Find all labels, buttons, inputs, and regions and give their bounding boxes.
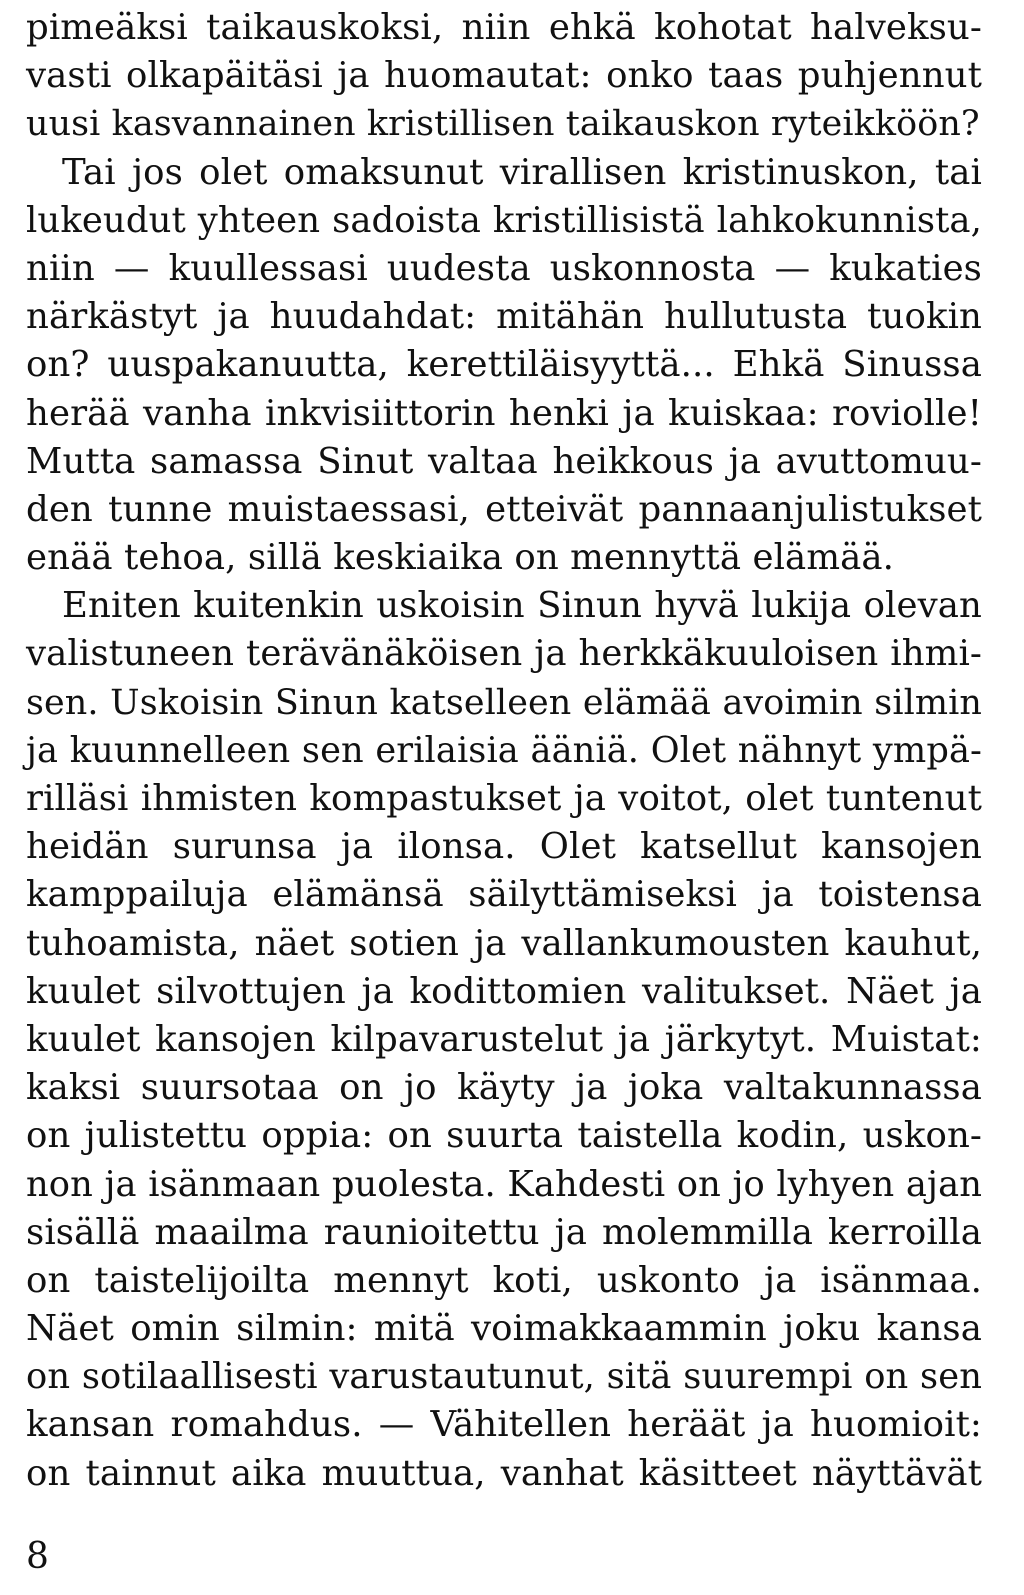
body-text — [26, 4, 982, 1498]
text-line: vasti olkapäitäsi ja huomautat: onko taas puhjennut — [26, 55, 982, 97]
text-line: kuulet kansojen kilpavarustelut ja järkytyt. Muistat: — [26, 1018, 982, 1060]
text-line: Näet omin silmin: mitä voimakkaammin joku kansa — [26, 1308, 982, 1350]
text-line: kaksi suursotaa on jo käyty ja joka valtakunnassa — [26, 1067, 982, 1109]
text-line: on tainnut aika muuttua, vanhat käsitteet näyttävät — [26, 1452, 982, 1494]
text-line: pimeäksi taikauskoksi, niin ehkä kohotat halveksu- — [26, 7, 982, 48]
text-line: sisällä maailma raunioitettu ja molemmilla kerroilla — [26, 1211, 982, 1253]
text-line: kansan romahdus. — Vähitellen heräät ja huomioit: — [26, 1404, 982, 1446]
text-line: on sotilaallisesti varustautunut, sitä suurempi on sen — [26, 1356, 982, 1398]
text-line: enää tehoa, sillä keskiaika on mennyttä elämää. — [26, 537, 895, 579]
text-line: sen. Uskoisin Sinun katselleen elämää avoimin silmin — [26, 682, 982, 723]
text-line: herää vanha inkvisiittorin henki ja kuiskaa: roviolle! — [26, 392, 982, 434]
text-line: on taistelijoilta mennyt koti, uskonto ja isänmaa. — [26, 1259, 982, 1301]
text-line: on? uuspakanuutta, kerettiläisyyttä... Ehkä Sinussa — [26, 344, 982, 386]
text-line: den tunne muistaessasi, etteivät pannaanjulistukset — [26, 488, 982, 530]
paragraph-start-line: Eniten kuitenkin uskoisin Sinun hyvä lukija olevan — [62, 585, 982, 627]
text-line: Mutta samassa Sinut valtaa heikkous ja avuttomuu- — [26, 440, 982, 482]
text-line: non ja isänmaan puolesta. Kahdesti on jo lyhyen ajan — [26, 1163, 982, 1205]
text-line: on julistettu oppia: on suurta taistella kodin, uskon- — [26, 1115, 982, 1157]
paragraph-start-line: Tai jos olet omaksunut virallisen kristinuskon, tai — [62, 151, 982, 193]
text-line: kuulet silvottujen ja kodittomien valitukset. Näet ja — [26, 970, 982, 1012]
text-line: kamppailuja elämänsä säilyttämiseksi ja toistensa — [26, 874, 982, 916]
text-line: uusi kasvannainen kristillisen taikauskon ryteikköön? — [26, 104, 980, 145]
page-number: 8 — [26, 1536, 49, 1577]
text-line: niin — kuullessasi uudesta uskonnosta — kukaties — [26, 247, 982, 289]
text-line: valistuneen terävänäköisen ja herkkäkuuloisen ihmi- — [26, 633, 982, 675]
text-line: rilläsi ihmisten kompastukset ja voitot, olet tuntenut — [26, 778, 982, 819]
text-line: ja kuunnelleen sen erilaisia ääniä. Olet nähnyt ympä- — [26, 729, 982, 771]
text-line: heidän surunsa ja ilonsa. Olet katsellut kansojen — [26, 826, 982, 868]
text-line: lukeudut yhteen sadoista kristillisistä lahkokunnista, — [26, 199, 982, 241]
text-line: närkästyt ja huudahdat: mitähän hullutusta tuokin — [26, 296, 982, 338]
text-line: tuhoamista, näet sotien ja vallankumousten kauhut, — [26, 922, 982, 964]
